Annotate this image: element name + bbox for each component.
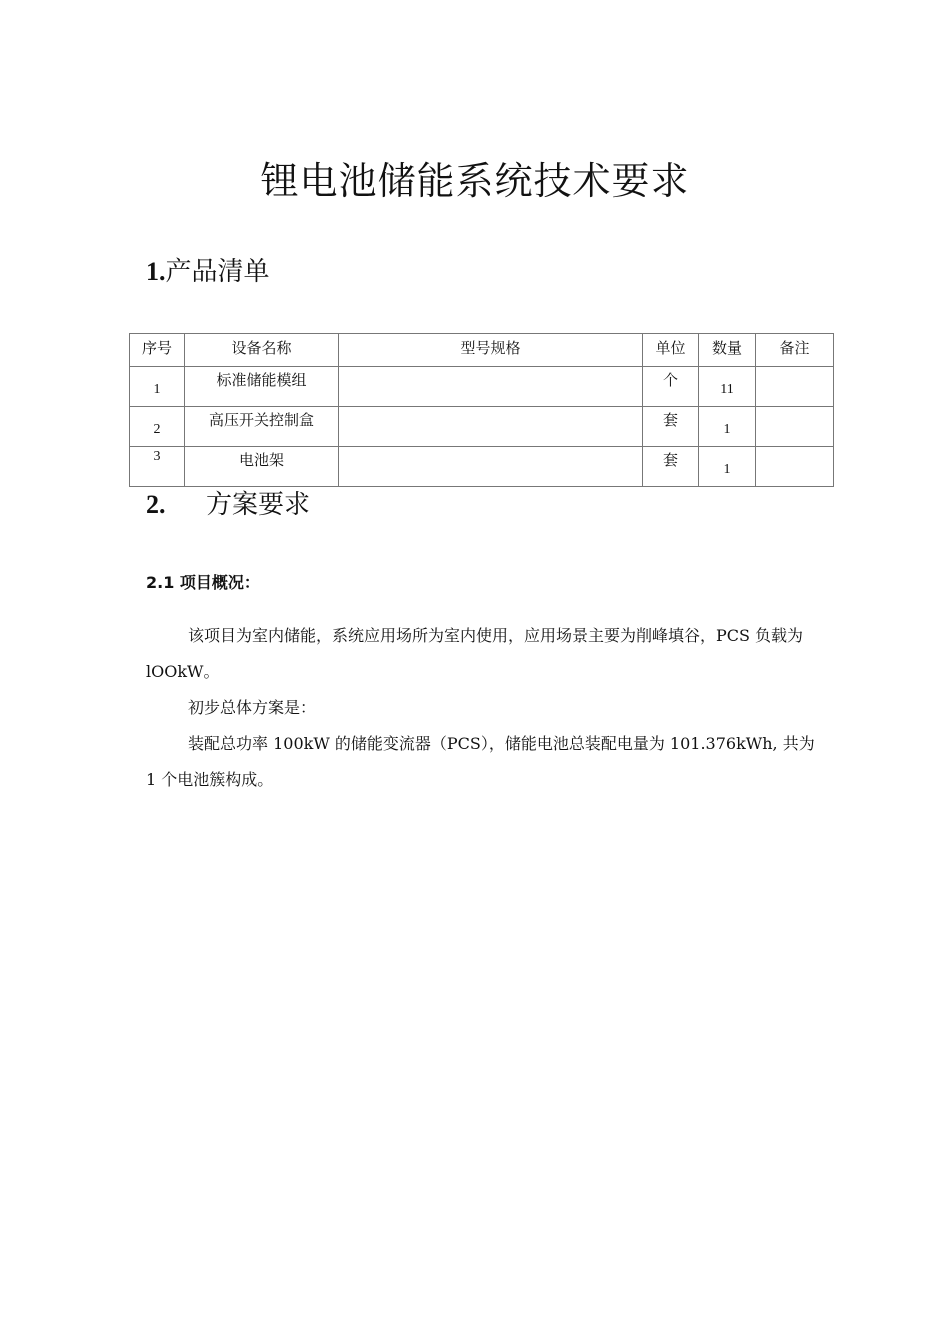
- column-header: 设备名称: [185, 334, 339, 367]
- table-header-row: [130, 334, 834, 367]
- document-title: 锂电池储能系统技术要求: [260, 159, 690, 203]
- quantity: 1: [699, 407, 756, 447]
- column-header: 序号: [130, 334, 185, 367]
- paragraph: 初步总体方案是：: [188, 698, 317, 717]
- column-header: 单位: [643, 334, 699, 367]
- model-spec: [339, 367, 643, 407]
- table-row: [130, 447, 834, 487]
- column-header: 数量: [699, 334, 756, 367]
- note: [756, 407, 834, 447]
- note: [756, 447, 834, 487]
- section-number: 2.: [146, 490, 166, 519]
- row-number: 1: [130, 367, 185, 407]
- device-name: 电池架: [185, 447, 339, 487]
- paragraph: 装配总功率 100kW 的储能变流器（PCS），储能电池总装配电量为 101.376kWh, 共为 1 个电池簇构成。: [146, 734, 815, 789]
- quantity: 1: [699, 447, 756, 487]
- unit: 个: [643, 367, 699, 407]
- paragraph: 该项目为室内储能，系统应用场所为室内使用，应用场景主要为削峰填谷，PCS 负载为 lOOkW。: [146, 626, 804, 681]
- product-list-table: [129, 333, 834, 487]
- table-row: [130, 407, 834, 447]
- device-name: 标准储能模组: [185, 367, 339, 407]
- column-header: 备注: [756, 334, 834, 367]
- note: [756, 367, 834, 407]
- unit: 套: [643, 447, 699, 487]
- model-spec: [339, 407, 643, 447]
- quantity: 11: [699, 367, 756, 407]
- row-number: 2: [130, 407, 185, 447]
- row-number: 3: [130, 447, 185, 487]
- table-row: [130, 367, 834, 407]
- section-title: 产品清单: [165, 257, 270, 287]
- device-name: 高压开关控制盒: [185, 407, 339, 447]
- section-number: 1.: [146, 257, 166, 286]
- unit: 套: [643, 407, 699, 447]
- sub-heading-project-overview: 2.1 项目概况：: [146, 573, 260, 592]
- section-title: 方案要求: [206, 490, 311, 520]
- section-heading-plan: [146, 484, 310, 521]
- model-spec: [339, 447, 643, 487]
- section-heading-products: [146, 251, 270, 288]
- column-header: 型号规格: [339, 334, 643, 367]
